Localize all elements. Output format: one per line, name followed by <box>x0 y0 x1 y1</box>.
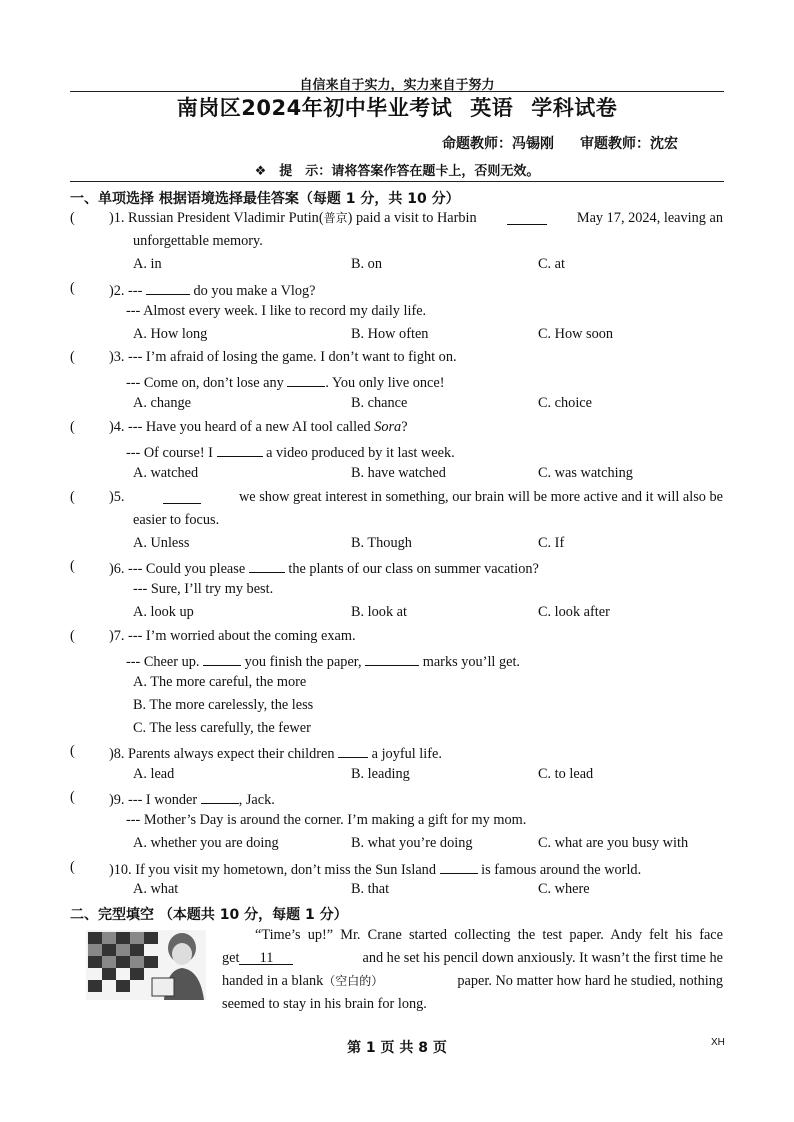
header-rule-bottom <box>70 181 724 182</box>
q4-part4: a video produced by it last week. <box>266 445 455 461</box>
q8-blank <box>338 744 368 758</box>
tip-label: ❖ 提 示： <box>254 164 332 179</box>
answer-paren: ( <box>70 859 75 875</box>
q6-part1: )6. --- Could you please <box>109 561 246 577</box>
q8-option-c: C. to lead <box>538 766 594 782</box>
q1-part3: May 17, 2024, leaving an <box>576 210 723 226</box>
q4-tool-name: Sora <box>374 419 402 435</box>
q7-line2 <box>126 652 520 669</box>
q6-option-a: A. look up <box>133 604 194 620</box>
title-paper: 学科试卷 <box>531 96 618 120</box>
q4-part1: )4. --- Have you heard of a new AI tool called <box>109 419 375 435</box>
q6-option-c: C. look after <box>538 604 610 620</box>
passage-line-1: “Time’s up!” Mr. Crane started collecting the test paper. Andy felt his face <box>255 927 723 943</box>
q1-option-c: C. at <box>538 256 566 272</box>
answer-paren: ( <box>70 558 75 574</box>
passage-blank-11 <box>239 951 293 965</box>
section1-heading: 一、单项选择 根据语境选择最佳答案（每题 1 分，共 10 分） <box>70 191 460 207</box>
setter-label: 命题教师：冯锡刚 <box>442 136 554 152</box>
q4-blank <box>217 443 263 457</box>
answer-paren: ( <box>70 210 75 226</box>
q9-line2: --- Mother’s Day is around the corner. I’m making a gift for my mom. <box>126 812 527 828</box>
q6-part2: the plants of our class on summer vacation? <box>288 561 539 577</box>
teachers-line <box>442 133 678 153</box>
passage-handed: handed in a blank <box>222 973 324 989</box>
q2-option-a: A. How long <box>133 326 208 342</box>
q4-line2 <box>126 443 455 460</box>
q10-blank <box>440 860 478 874</box>
q7-part3: marks you’ll get. <box>422 654 520 670</box>
q3-part2: . You only live once! <box>325 375 445 391</box>
q9-option-b: B. what you’re doing <box>351 835 473 851</box>
passage-chinese-note: （空白的） <box>323 974 384 988</box>
tip-text: 请将答案作答在题卡上，否则无效。 <box>331 164 540 179</box>
q1-line <box>109 211 723 225</box>
q2-option-c: C. How soon <box>538 326 614 342</box>
q7-option-a: A. The more careful, the more <box>133 674 307 690</box>
answer-paren: ( <box>70 789 75 805</box>
q7-line: )7. --- I’m worried about the coming exam. <box>109 628 356 644</box>
passage-blank-group <box>222 951 293 965</box>
q4-part3: --- Of course! I <box>126 445 213 461</box>
q6-option-b: B. look at <box>351 604 407 620</box>
title-subject: 英语 <box>470 96 514 120</box>
q5-part2: we show great interest in something, our brain will be more active and it will also be <box>238 489 723 505</box>
q5-line <box>109 490 723 504</box>
q10-line <box>109 860 641 877</box>
answer-paren: ( <box>70 743 75 759</box>
q2-line <box>109 281 316 298</box>
q6-line2: --- Sure, I’ll try my best. <box>133 581 274 597</box>
q5-blank <box>163 490 201 504</box>
q10-part2: is famous around the world. <box>481 862 642 878</box>
q9-blank <box>201 790 239 804</box>
q4-option-b: B. have watched <box>351 465 446 481</box>
passage-line-3-rest: paper. No matter how hard he studied, nothing <box>457 973 723 989</box>
page-title <box>0 92 794 122</box>
q2-part2: do you make a Vlog? <box>193 283 316 299</box>
answer-paren: ( <box>70 349 75 365</box>
title-exam: 南岗区2024年初中毕业考试 <box>176 96 453 120</box>
passage-line-3-start <box>222 974 383 988</box>
passage-line-2-rest: and he set his pencil down anxiously. It wasn’t the first time he <box>362 950 723 966</box>
q8-part2: a joyful life. <box>371 746 442 762</box>
answer-paren: ( <box>70 489 75 505</box>
q1-cont: unforgettable memory. <box>133 233 263 249</box>
q8-part1: )8. Parents always expect their children <box>109 746 335 762</box>
passage-line-2 <box>222 951 723 965</box>
q4-option-c: C. was watching <box>538 465 633 481</box>
classroom-illustration <box>86 924 206 1000</box>
q7-part2: you finish the paper, <box>244 654 362 670</box>
q5-cont: easier to focus. <box>133 512 220 528</box>
answer-paren: ( <box>70 628 75 644</box>
q7-option-b: B. The more carelessly, the less <box>133 697 314 713</box>
q9-option-a: A. whether you are doing <box>133 835 279 851</box>
q3-blank <box>287 373 325 387</box>
q9-part2: , Jack. <box>238 792 275 808</box>
q3-option-c: C. choice <box>538 395 592 411</box>
q7-blank2 <box>365 652 419 666</box>
q1-chinese: 普京 <box>323 211 348 225</box>
q3-line2 <box>126 373 445 390</box>
q10-option-a: A. what <box>133 881 179 897</box>
q4-option-a: A. watched <box>133 465 199 481</box>
motto: 自信来自于实力，实力来自于努力 <box>299 78 495 93</box>
q7-blank1 <box>203 652 241 666</box>
q2-blank <box>146 281 190 295</box>
q1-blank <box>507 211 547 225</box>
q3-line: )3. --- I’m afraid of losing the game. I don’t want to fight on. <box>109 349 457 365</box>
q5-option-b: B. Though <box>351 535 412 551</box>
passage-line-4: seemed to stay in his brain for long. <box>222 996 427 1012</box>
q1-option-b: B. on <box>351 256 382 272</box>
q1-part1: )1. Russian President Vladimir Putin( <box>109 210 324 226</box>
blank-number-11: 11 <box>259 950 274 966</box>
q2-part1: )2. --- <box>109 283 143 299</box>
q10-option-b: B. that <box>351 881 390 897</box>
page-number: 第 1 页 共 8 页 <box>347 1040 447 1056</box>
q5-part1: )5. <box>109 489 125 505</box>
reviewer-label: 审题教师：沈宏 <box>580 136 678 152</box>
q2-option-b: B. How often <box>351 326 429 342</box>
q1-text-a <box>109 211 477 225</box>
q1-part2: ) paid a visit to Harbin <box>347 210 477 226</box>
q6-blank <box>249 559 285 573</box>
q5-option-c: C. If <box>538 535 565 551</box>
q9-option-c: C. what are you busy with <box>538 835 689 851</box>
tip-line <box>0 160 794 179</box>
q7-option-c: C. The less carefully, the fewer <box>133 720 311 736</box>
q3-option-a: A. change <box>133 395 191 411</box>
q7-part1: --- Cheer up. <box>126 654 200 670</box>
page-mark: XH <box>711 1037 725 1048</box>
q9-part1: )9. --- I wonder <box>109 792 198 808</box>
answer-paren: ( <box>70 419 75 435</box>
q8-option-b: B. leading <box>351 766 410 782</box>
q4-line <box>109 420 408 434</box>
q10-option-c: C. where <box>538 881 590 897</box>
q2-line2: --- Almost every week. I like to record my daily life. <box>126 303 427 319</box>
q3-part1: --- Come on, don’t lose any <box>126 375 284 391</box>
q3-option-b: B. chance <box>351 395 408 411</box>
q8-line <box>109 744 442 761</box>
q8-option-a: A. lead <box>133 766 175 782</box>
passage-get: get <box>222 950 240 966</box>
q9-line <box>109 790 275 807</box>
q6-line <box>109 559 539 576</box>
passage-line-3 <box>222 974 723 988</box>
q10-part1: )10. If you visit my hometown, don’t miss the Sun Island <box>109 862 436 878</box>
q5-option-a: A. Unless <box>133 535 190 551</box>
section2-heading: 二、完型填空 （本题共 10 分，每题 1 分） <box>70 907 348 923</box>
answer-paren: ( <box>70 280 75 296</box>
q4-part2: ? <box>401 419 408 435</box>
q1-option-a: A. in <box>133 256 162 272</box>
